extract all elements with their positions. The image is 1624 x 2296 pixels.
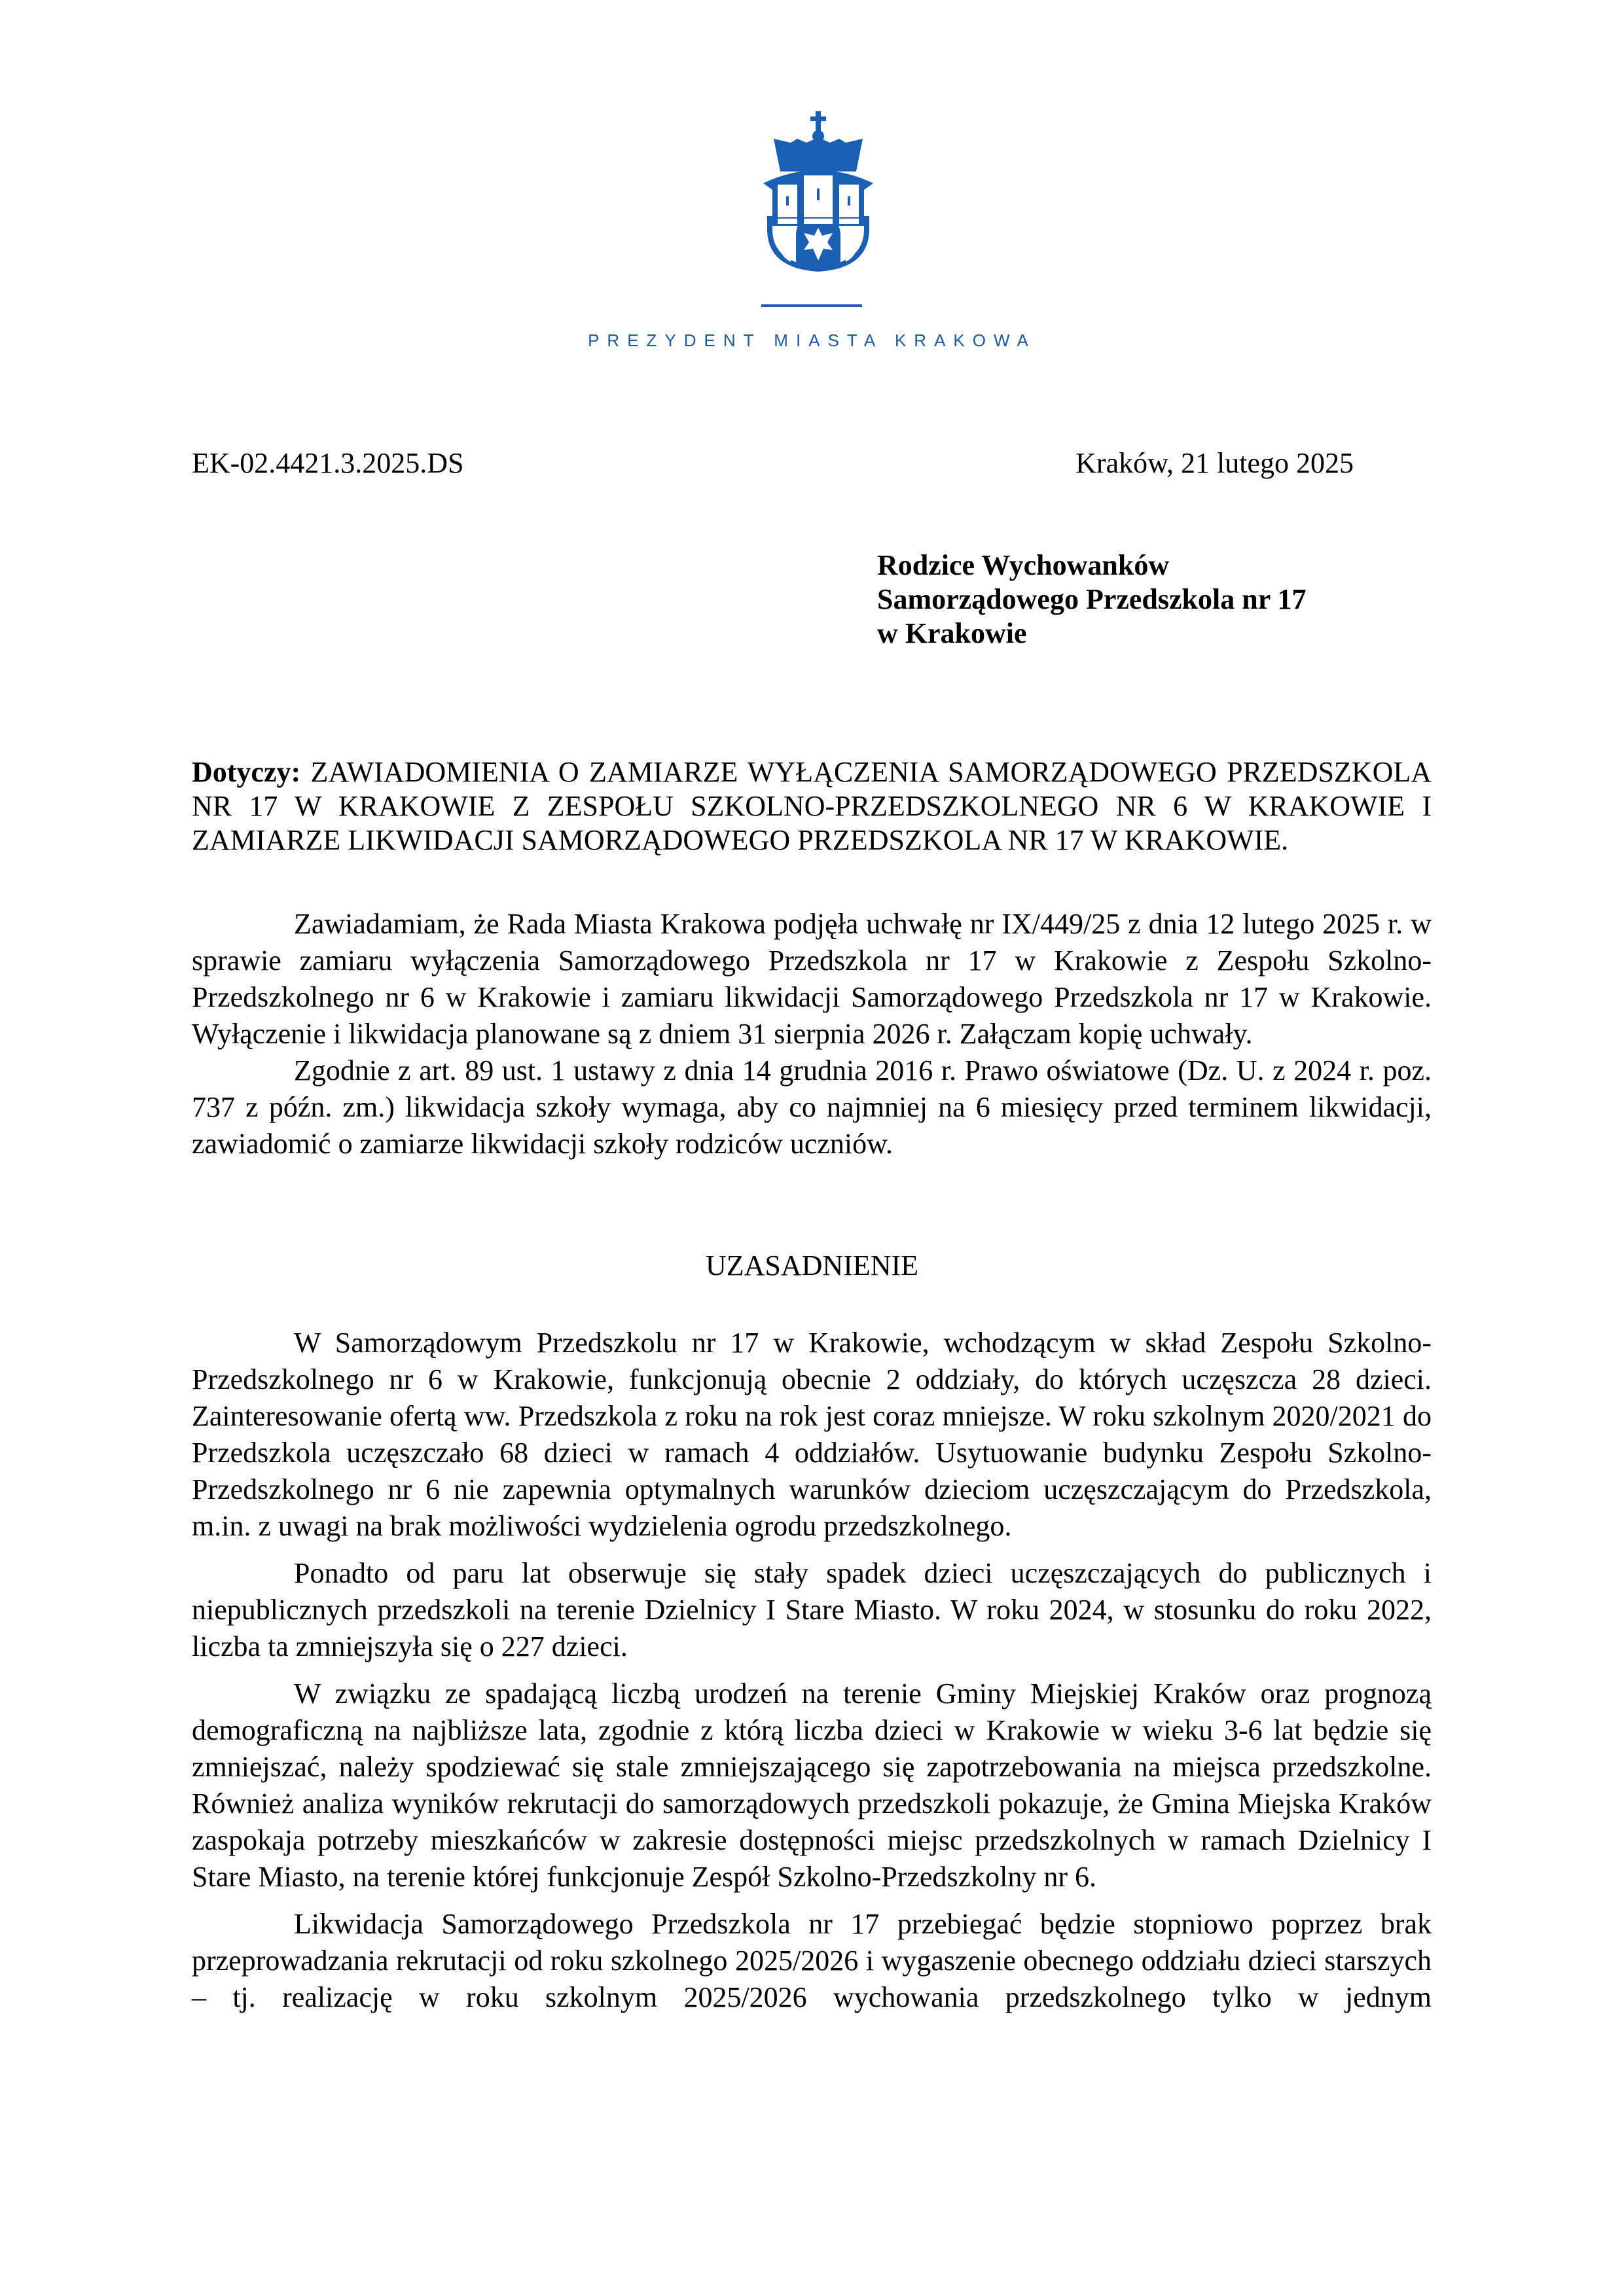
addressee-line: Samorządowego Przedszkola nr 17 <box>877 583 1307 615</box>
justification-section <box>192 1325 1432 2026</box>
paragraph: Zawiadamiam, że Rada Miasta Krakowa podjęła uchwałę nr IX/449/25 z dnia 12 lutego 2025 r. w sprawie zamiaru wyłączenia Samorządowego Przedszkola nr 17 w Krakowie z Zespołu Szkolno-Przedszkolnego nr 6 w Krakowie i zamiaru likwidacji Samorządowego Przedszkola nr 17 w Krakowie. Wyłączenie i likwidacja planowane są z dniem 31 sierpnia 2026 r. Załączam kopię uchwały. <box>192 908 1432 1050</box>
letterhead-title: PREZYDENT MIASTA KRAKOWA <box>588 331 1036 350</box>
subject-label: Dotyczy: <box>192 756 301 788</box>
letterhead-divider <box>761 304 862 307</box>
paragraph: Likwidacja Samorządowego Przedszkola nr 17 przebiegać będzie stopniowo poprzez brak przeprowadzania rekrutacji od roku szkolnego 2025/2026 i wygaszenie obecnego oddziału dzieci starszych – tj. realizację w roku szkolnym 2025/2026 wychowania przedszkolnego tylko w jednym <box>192 1908 1432 2013</box>
paragraph: W związku ze spadającą liczbą urodzeń na terenie Gminy Miejskiej Kraków oraz prognozą demograficzną na najbliższe lata, zgodnie z którą liczba dzieci w Krakowie w wieku 3-6 lat będzie się zmniejszać, należy spodziewać się stale zmniejszającego się zapotrzebowania na miejsca przedszkolne. Również analiza wyników rekrutacji do samorządowych przedszkoli pokazuje, że Gmina Miejska Kraków zaspokaja potrzeby mieszkańców w zakresie dostępności miejsc przedszkolnych w ramach Dzielnicy I Stare Miasto, na terenie której funkcjonuje Zespół Szkolno-Przedszkolny nr 6. <box>192 1677 1432 1893</box>
addressee-line: Rodzice Wychowanków <box>877 549 1170 581</box>
subject-text: ZAWIADOMIENIA O ZAMIARZE WYŁĄCZENIA SAMORZĄDOWEGO PRZEDSZKOLA NR 17 W KRAKOWIE Z ZESPOŁU SZKOLNO-PRZEDSZKOLNEGO NR 6 W KRAKOWIE I ZAMIARZE LIKWIDACJI SAMORZĄDOWEGO PRZEDSZKOLA NR 17 W KRAKOWIE. <box>192 756 1432 856</box>
justification-heading: UZASADNIENIE <box>705 1249 919 1282</box>
krakow-coat-of-arms-icon <box>759 111 877 275</box>
paragraph: Ponadto od paru lat obserwuje się stały spadek dzieci uczęszczających do publicznych i niepublicznych przedszkoli na terenie Dzielnicy I Stare Miasto. W roku 2024, w stosunku do roku 2022, liczba ta zmniejszyła się o 227 dzieci. <box>192 1557 1432 1662</box>
place-and-date: Kraków, 21 lutego 2025 <box>1075 447 1354 479</box>
paragraph: Zgodnie z art. 89 ust. 1 ustawy z dnia 14 grudnia 2016 r. Prawo oświatowe (Dz. U. z 2024 r. poz. 737 z późn. zm.) likwidacja szkoły wymaga, aby co najmniej na 6 miesięcy przed terminem likwidacji, zawiadomić o zamiarze likwidacji szkoły rodziców uczniów. <box>192 1054 1432 1160</box>
intro-section <box>192 906 1432 1162</box>
subject-block <box>192 755 1432 857</box>
reference-number: EK-02.4421.3.2025.DS <box>192 447 464 479</box>
addressee-line: w Krakowie <box>877 617 1027 649</box>
paragraph: W Samorządowym Przedszkolu nr 17 w Krakowie, wchodzącym w skład Zespołu Szkolno-Przedszkolnego nr 6 w Krakowie, funkcjonują obecnie 2 oddziały, do których uczęszcza 28 dzieci. Zainteresowanie ofertą ww. Przedszkola z roku na rok jest coraz mniejsze. W roku szkolnym 2020/2021 do Przedszkola uczęszczało 68 dzieci w ramach 4 oddziałów. Usytuowanie budynku Zespołu Szkolno-Przedszkolnego nr 6 nie zapewnia optymalnych warunków dzieciom uczęszczającym do Przedszkola, m.in. z uwagi na brak możliwości wydzielenia ogrodu przedszkolnego. <box>192 1327 1432 1542</box>
addressee-block <box>877 548 1306 651</box>
